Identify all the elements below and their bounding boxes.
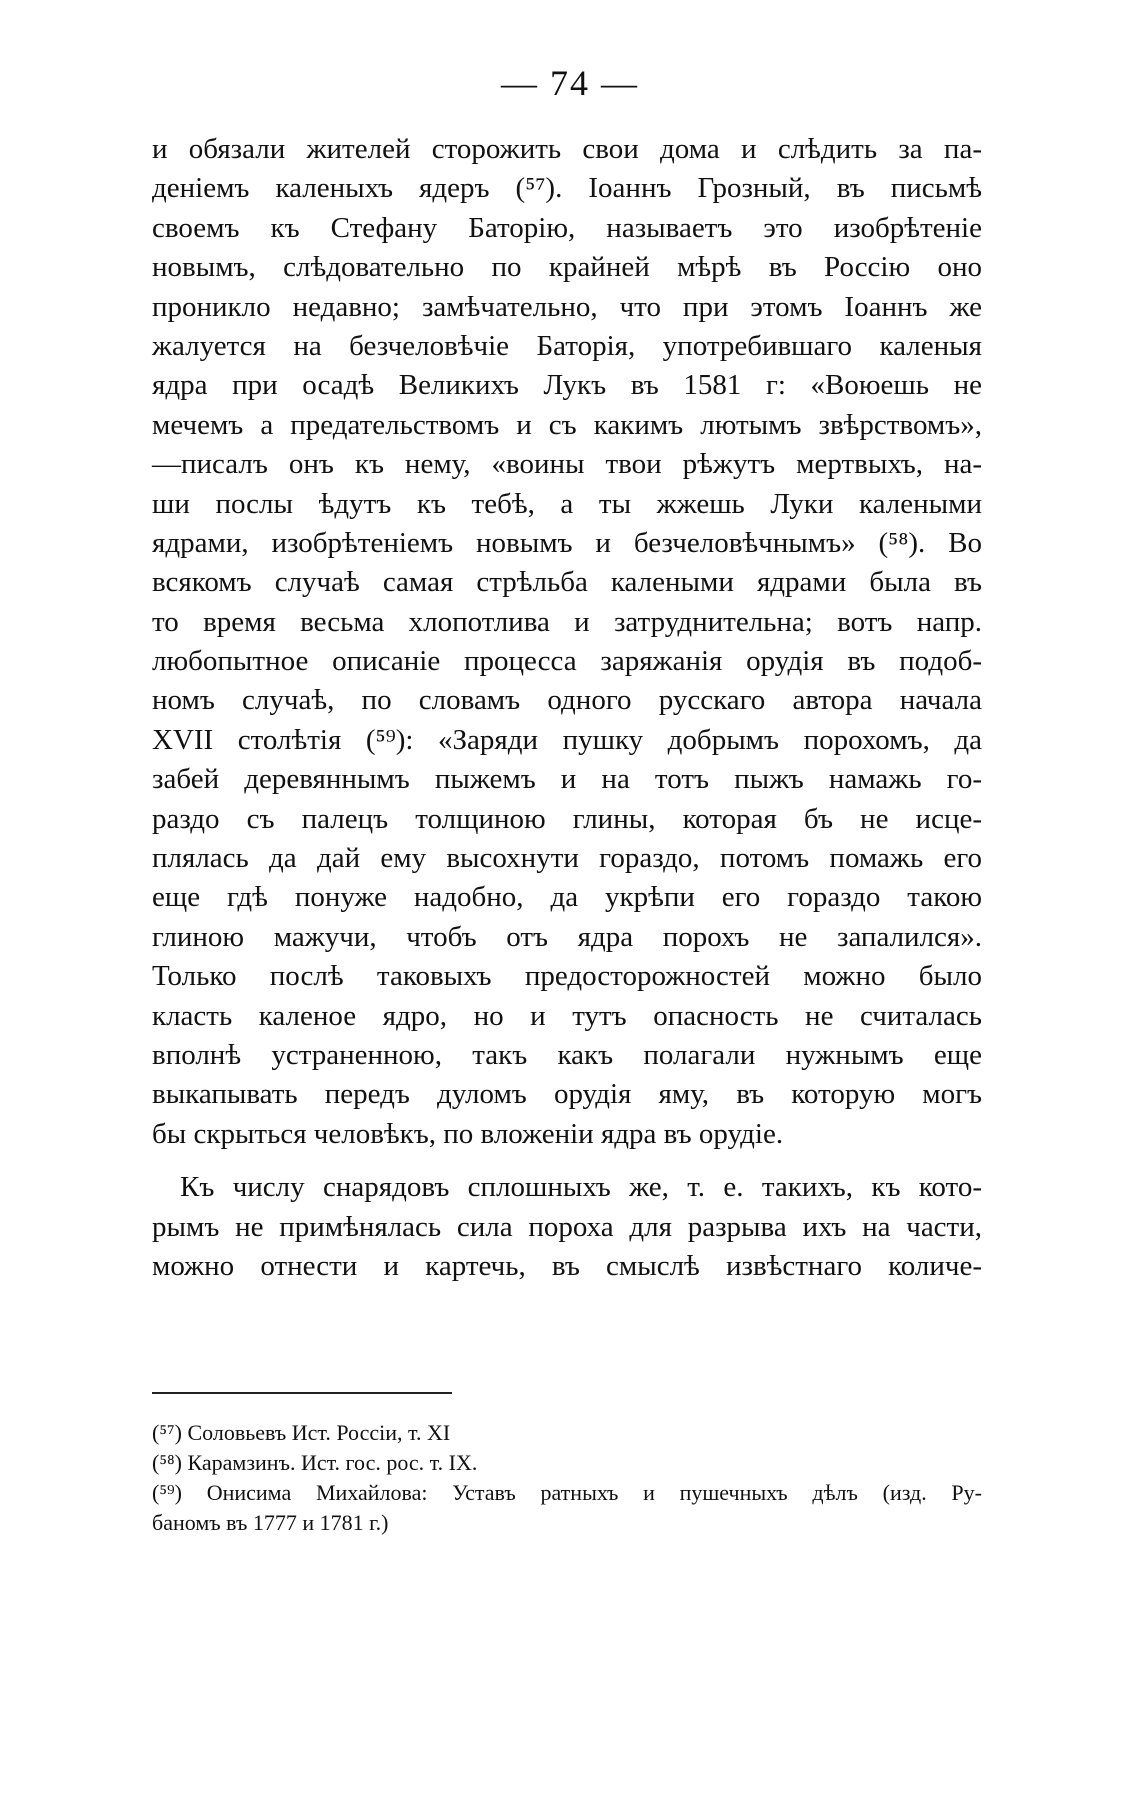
text-line: XVII столѣтія (⁵⁹): «Заряди пушку добрымъ порохомъ, да [152,723,982,756]
text-line: ши послы ѣдутъ къ тебѣ, а ты жжешь Луки калеными [152,487,982,520]
footnote-59: (⁵⁹) Онисима Михайлова: Уставъ ратныхъ и пушечныхъ дѣлъ (изд. Ру- [152,1480,982,1505]
text-line: деніемъ каленыхъ ядеръ (⁵⁷). Іоаннъ Грозный, въ письмѣ [152,172,982,205]
text-line: плялась да дай ему высохнути гораздо, потомъ помажь его [152,842,982,875]
body-text [152,130,982,1286]
text-line: своемъ къ Стефану Баторію, называетъ это изобрѣтеніе [152,211,982,244]
text-line: то время весьма хлопотлива и затруднительна; вотъ напр. [152,605,982,638]
text-line: выкапывать передъ дуломъ орудія яму, въ которую могъ [152,1078,982,1111]
footnote-59-continued: баномъ въ 1777 и 1781 г.) [152,1510,389,1535]
text-line: еще гдѣ понуже надобно, да укрѣпи его гораздо такою [152,881,982,914]
text-line: класть каленое ядро, но и тутъ опасность не считалась [152,999,982,1032]
text-line: мечемъ а предательствомъ и съ какимъ лютымъ звѣрствомъ», [152,408,982,441]
text-line: можно отнести и картечь, въ смыслѣ извѣстнаго количе- [152,1249,982,1282]
text-line: проникло недавно; замѣчательно, что при этомъ Іоаннъ же [152,290,982,323]
text-line: новымъ, слѣдовательно по крайней мѣрѣ въ Россію оно [152,251,982,284]
text-line: ядра при осадѣ Великихъ Лукъ въ 1581 г: «Воюешь не [152,369,982,402]
footnote-58: (⁵⁸) Карамзинъ. Ист. гос. рос. т. IX. [152,1450,478,1475]
text-line: и обязали жителей сторожить свои дома и слѣдить за па- [152,133,982,165]
text-line: любопытное описаніе процесса заряжанія орудія въ подоб- [152,645,982,678]
paragraph-gap [152,1154,982,1168]
footnote-57: (⁵⁷) Соловьевъ Ист. Россіи, т. XI [152,1420,451,1445]
text-line: рымъ не примѣнялась сила пороха для разрыва ихъ на части, [152,1210,982,1243]
text-line: номъ случаѣ, по словамъ одного русскаго автора начала [152,684,982,717]
text-line: раздо съ палецъ толщиною глины, которая бъ не исце- [152,802,982,835]
text-line: Только послѣ таковыхъ предосторожностей можно было [152,960,982,993]
text-line: бы скрыться человѣкъ, по вложеніи ядра въ орудіе. [152,1117,784,1150]
footnote-divider [152,1392,452,1394]
text-line: ядрами, изобрѣтеніемъ новымъ и безчеловѣчнымъ» (⁵⁸). Во [152,526,982,559]
text-line: —писалъ онъ къ нему, «воины твои рѣжутъ мертвыхъ, на- [152,448,982,481]
footnotes [152,1418,982,1538]
text-line: забей деревяннымъ пыжемъ и на тотъ пыжъ намажь го- [152,763,982,796]
text-line: глиною мажучи, чтобъ отъ ядра порохъ не запалился». [152,920,982,953]
text-line: жалуется на безчеловѣчіе Баторія, употребившаго каленыя [152,329,982,362]
text-line: Къ числу снарядовъ сплошныхъ же, т. е. такихъ, къ кото- [180,1171,982,1204]
text-line: всякомъ случаѣ самая стрѣльба калеными ядрами была въ [152,566,982,599]
page-number: — 74 — [501,63,639,103]
text-line: вполнѣ устраненною, такъ какъ полагали нужнымъ еще [152,1038,982,1071]
